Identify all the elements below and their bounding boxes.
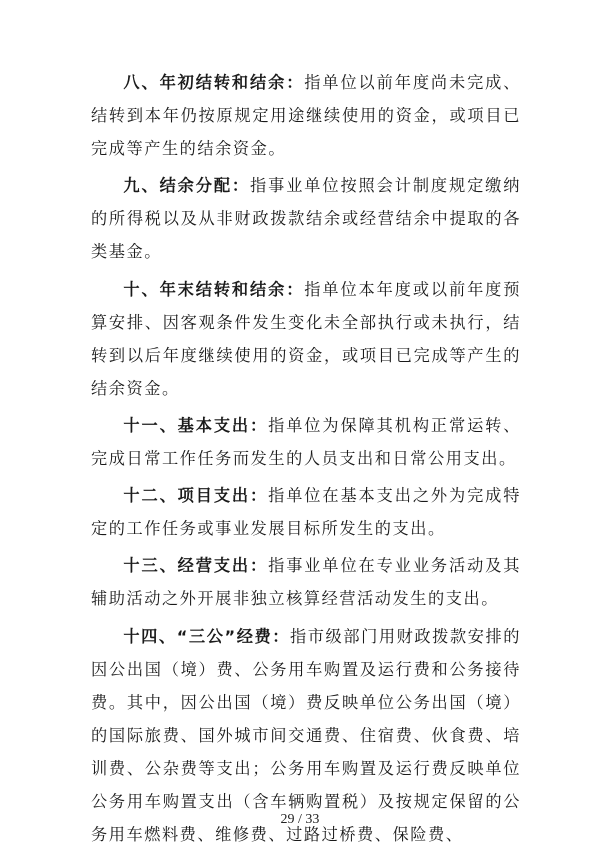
term-definition: 指事业单位按照会计制度规定缴纳的所得税以及从非财政拨款结余或经营结余中提取的各类基金。 — [91, 176, 521, 262]
term-heading: 十四、“三公”经费： — [123, 626, 291, 646]
page-number: 29 / 33 — [280, 812, 320, 827]
term-definition: 指单位本年度或以前年度预算安排、因客观条件发生变化未全部执行或未执行，结转到以后年度继续使用的资金，或项目已完成等产生的结余资金。 — [91, 279, 521, 398]
paragraph-9 — [91, 169, 521, 268]
term-heading: 八、年初结转和结余： — [123, 73, 305, 92]
term-heading: 十、年末结转和结余： — [123, 279, 305, 299]
paragraph-8 — [91, 66, 521, 165]
term-heading: 十三、经营支出： — [123, 556, 269, 576]
document-body — [91, 66, 521, 855]
paragraph-11 — [91, 409, 521, 475]
paragraph-13 — [91, 549, 521, 615]
term-heading: 十二、项目支出： — [123, 486, 269, 506]
term-heading: 九、结余分配： — [123, 176, 251, 196]
term-heading: 十一、基本支出： — [123, 415, 269, 435]
term-definition: 指单位以前年度尚未完成、结转到本年仍按原规定用途继续使用的资金，或项目已完成等产生的结余资金。 — [91, 73, 521, 159]
term-definition: 指事业单位在专业业务活动及其辅助活动之外开展非独立核算经营活动发生的支出。 — [91, 556, 521, 609]
paragraph-10 — [91, 273, 521, 405]
term-definition: 指单位在基本支出之外为完成特定的工作任务或事业发展目标所发生的支出。 — [91, 486, 521, 539]
term-definition: 指单位为保障其机构正常运转、完成日常工作任务而发生的人员支出和日常公用支出。 — [91, 415, 521, 469]
paragraph-12 — [91, 479, 521, 545]
term-definition: 指市级部门用财政拨款安排的因公出国（境）费、公务用车购置及运行费和公务接待费。其中，因公出国（境）费反映单位公务出国（境）的国际旅费、国外城市间交通费、住宿费、伙食费、培训费、公杂费等支出；公务用车购置及运行费反映单位公务用车购置支出（含车辆购置税）及按规定保留的公务用车燃料费、维修费、过路过桥费、保险费、 — [91, 626, 522, 845]
